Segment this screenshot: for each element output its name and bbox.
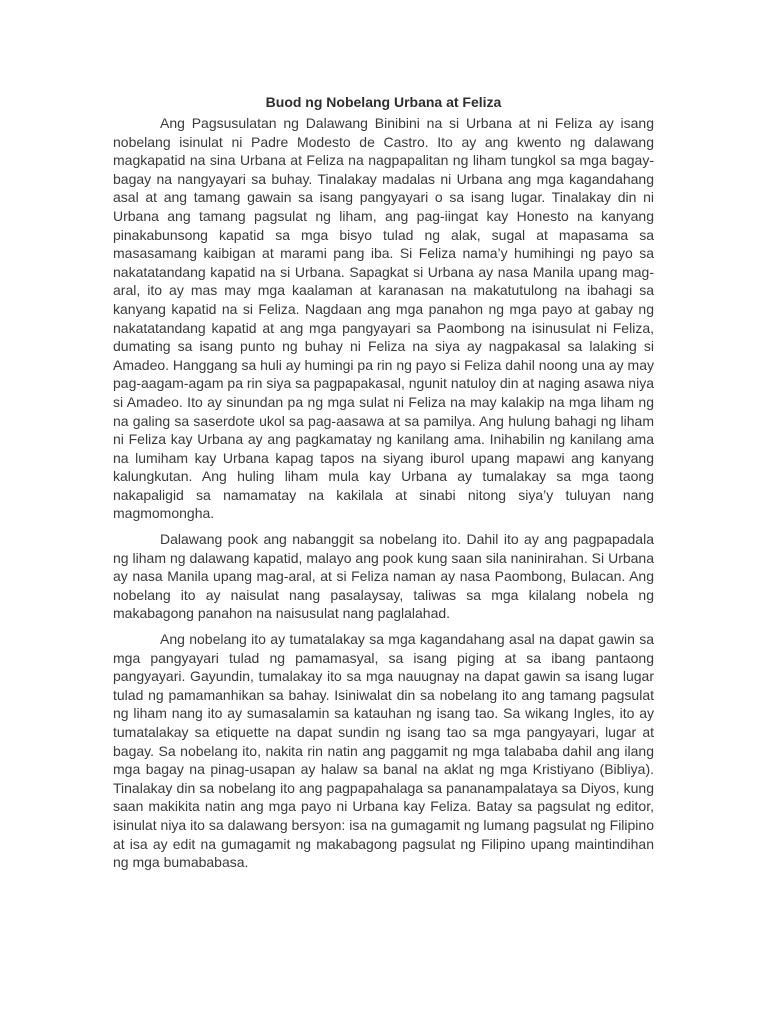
document-title: Buod ng Nobelang Urbana at Feliza <box>265 94 502 110</box>
paragraph-setting: Dalawang pook ang nabanggit sa nobelang ito. Dahil ito ay ang pagpapadala ng liham ng dalawang kapatid, malayo ang pook kung saan sila naninirahan. Si Urbana ay nasa Manila upang mag-aral, at si Feliza naman ay nasa Paombong, Bulacan. Ang nobelang ito ay naisulat nang pasalaysay, taliwas sa mga kilalang nobela ng makabagong panahon na naisusulat nang paglalahad. <box>113 531 654 622</box>
paragraph-summary: Ang Pagsusulatan ng Dalawang Binibini na si Urbana at ni Feliza ay isang nobelang isinulat ni Padre Modesto de Castro. Ito ay ang kwento ng dalawang magkapatid na sina Urbana at Feliza na nagpapalitan ng liham tungkol sa mga bagay-bagay na nangyayari sa buhay. Tinalakay madalas ni Urbana ang mga kagandahang asal at ang tamang gawain sa isang pangyayari o sa isang lugar. Tinalakay din ni Urbana ang tamang pagsulat ng liham, ang pag-iingat kay Honesto na kanyang pinakabunsong kapatid sa mga bisyo tulad ng alak, sugal at mapasama sa masasamang kaibigan at marami pang iba. Si Feliza nama’y humihingi ng payo sa nakatatandang kapatid na si Urbana. Sapagkat si Urbana ay nasa Manila upang mag-aral, ito ay mas may mga kaalaman at karanasan na makatutulong na ibahagi sa kanyang kapatid na si Feliza. Nagdaan ang mga panahon ng mga payo at gabay ng nakatatandang kapatid at ang mga pangyayari sa Paombong na isinusulat ni Feliza, dumating sa isang punto ng buhay ni Feliza na siya ay nagpakasal sa lalaking si Amadeo. Hanggang sa huli ay humingi pa rin ng payo si Feliza dahil noong una ay may pag-aagam-agam pa rin siya sa pagpapakasal, ngunit natuloy din at naging asawa niya si Amadeo. Ito ay sinundan pa ng mga sulat ni Feliza na may kalakip na mga liham ng na galing sa saserdote ukol sa pag-aasawa at sa pamilya. Ang hulung bahagi ng liham ni Feliza kay Urbana ay ang pagkamatay ng kanilang ama. Inihabilin ng kanilang ama na lumiham kay Urbana kapag tapos na siyang iburol upang mapawi ang kanyang kalungkutan. Ang huling liham mula kay Urbana ay tumalakay sa mga taong nakapaligid sa namamatay na kakilala at sinabi nitong siya’y tuluyan nang magmomongha. <box>113 115 654 522</box>
paragraph-themes: Ang nobelang ito ay tumatalakay sa mga kagandahang asal na dapat gawin sa mga pangyayari tulad ng pamamasyal, sa isang piging at sa ibang pantaong pangyayari. Gayundin, tumalakay ito sa mga nauugnay na dapat gawin sa isang lugar tulad ng pamamanhikan sa bahay. Isiniwalat din sa nobelang ito ang tamang pagsulat ng liham nang ito ay sumasalamin sa katauhan ng isang tao. Sa wikang Ingles, ito ay tumatalakay sa etiquette na dapat sundin ng isang tao sa mga pangyayari, lugar at bagay. Sa nobelang ito, nakita rin natin ang paggamit ng mga talababa dahil ang ilang mga bagay na pinag-usapan ay halaw sa banal na aklat ng mga Kristiyano (Bibliya). Tinalakay din sa nobelang ito ang pagpapahalaga sa pananampalataya sa Diyos, kung saan makikita natin ang mga payo ni Urbana kay Feliza. Batay sa pagsulat ng editor, isinulat niya ito sa dalawang bersyon: isa na gumagamit ng lumang pagsulat ng Filipino at isa ay edit na gumagamit ng makabagong pagsulat ng Filipino upang maintindihan ng mga bumababasa. <box>113 631 654 871</box>
document-body <box>113 93 654 879</box>
